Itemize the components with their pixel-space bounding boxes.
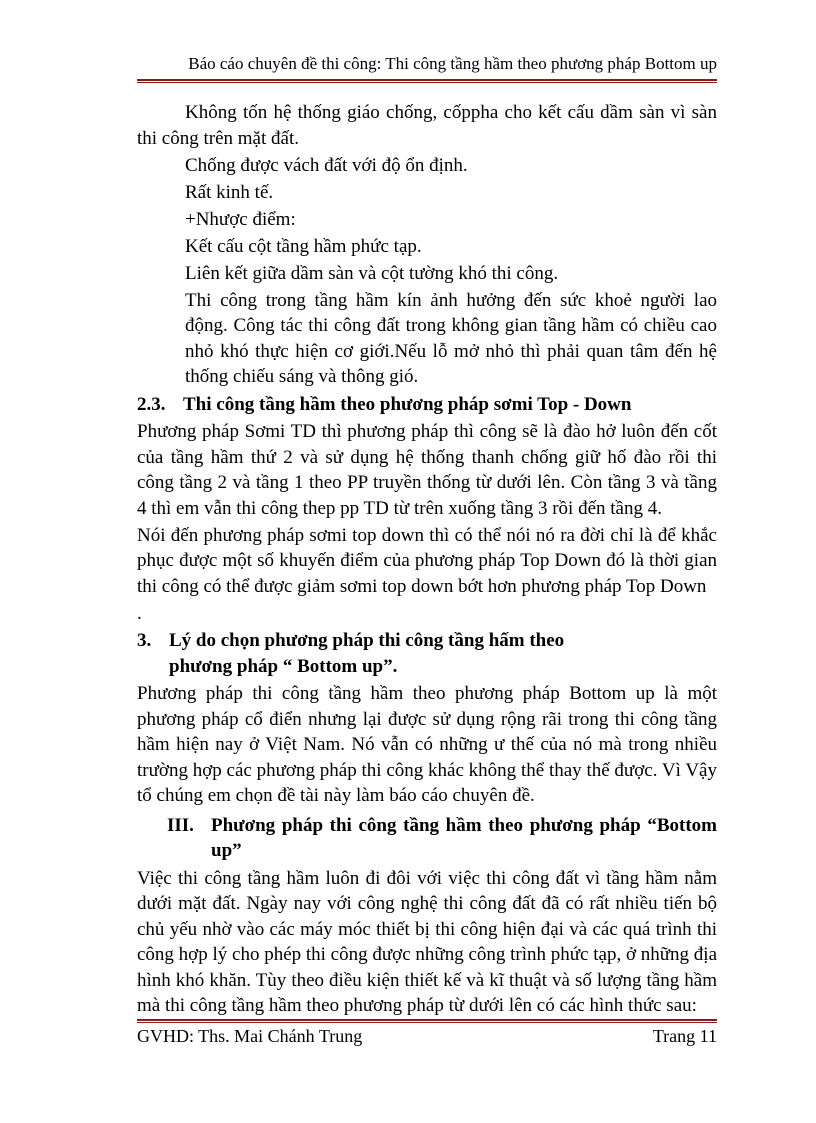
paragraph: Liên kết giữa dầm sàn và cột tường khó thi công.: [185, 262, 559, 284]
paragraph: Rất kinh tế.: [185, 181, 274, 203]
section-number: III.: [167, 814, 194, 836]
footer-rule: [137, 1019, 717, 1023]
footer-advisor: GVHD: Ths. Mai Chánh Trung: [137, 1026, 363, 1046]
paragraph: +Nhược điểm:: [185, 208, 296, 230]
section-number: 2.3.: [137, 393, 166, 415]
paragraph: Việc thi công tầng hầm luôn đi đôi với việc thi công đất vì tầng hầm nằm dưới mặt đất. Ngày nay với công nghệ thi công đất đã có rất nhiều tiến bộ chủ yếu nhờ vào các máy móc thiết bị thi công hiện đại và các quá trình thi công hợp lý cho phép thi công được những công trình phức tạp, ở những địa hình khó khăn. Tùy theo điều kiện thiết kế và kĩ thuật và số lượng tầng hầm mà thi công tầng hầm theo phương pháp từ dưới lên có các hình thức sau:: [137, 867, 718, 1016]
section-heading-2-3: [137, 392, 717, 418]
paragraph: Phương pháp Sơmi TD thì phương pháp thì công sẽ là đào hở luôn đến cốt của tầng hầm thứ 2 và sử dụng hệ thống thanh chống giữ hố đào rồi thi công tầng 2 và tầng 1 theo PP truyền thống từ dưới lên. Còn tầng 3 và tầng 4 thì em vẫn thi công thep pp TD từ trên xuống tầng 3 rồi đến tầng 4.: [137, 421, 717, 519]
section-title: Phương pháp thi công tầng hầm theo phương pháp “Bottom up”: [211, 814, 717, 861]
page-header: Báo cáo chuyên đề thi công: Thi công tầng hầm theo phương pháp Bottom up: [188, 54, 717, 73]
page-number: Trang 11: [652, 1026, 717, 1046]
section-title: Thi công tầng hầm theo phương pháp sơmi Top - Down: [183, 393, 632, 415]
page-body: [137, 100, 717, 1020]
section-number: 3.: [137, 630, 152, 651]
paragraph: Phương pháp thi công tầng hầm theo phương pháp Bottom up là một phương pháp cổ điển nhưng lại được sử dụng rộng rãi trong thi công tầng hầm hiện nay ở Việt Nam. Nó vẫn có những ư thế của nó mà trong nhiều trường hợp các phương pháp thi công khác không thể thay thế được. Vì Vậy tổ chúng em chọn đề tài này làm báo cáo chuyên đề.: [137, 683, 717, 806]
page-footer: [137, 1026, 717, 1047]
paragraph: Chống được vách đất với độ ổn định.: [185, 154, 468, 176]
section-heading-III: [137, 813, 717, 864]
paragraph: Kết cấu cột tầng hầm phức tạp.: [185, 235, 422, 257]
header-rule: [137, 79, 717, 83]
paragraph: Thi công trong tầng hầm kín ảnh hưởng đến sức khoẻ người lao động. Công tác thi công đất trong không gian tầng hầm có chiều cao nhỏ khó thực hiện cơ giới.Nếu lỗ mở nhỏ thì phải quan tâm đến hệ thống chiếu sáng và thông gió.: [185, 289, 717, 387]
paragraph: Không tốn hệ thống giáo chống, cốppha cho kết cấu dầm sàn vì sàn thi công trên mặt đất.: [137, 102, 717, 149]
section-title: Lý do chọn phương pháp thi công tầng hấm theo phương pháp “ Bottom up”.: [169, 630, 565, 677]
section-heading-3: [137, 628, 717, 679]
paragraph: Nói đến phương pháp sơmi top down thì có thể nói nó ra đời chỉ là để khắc phục được một số khuyến điểm của phương pháp Top Down đó là thời gian thi công có thể được giảm sơmi top down bớt hơn phương pháp Top Down: [137, 524, 717, 597]
paragraph: .: [137, 602, 142, 624]
